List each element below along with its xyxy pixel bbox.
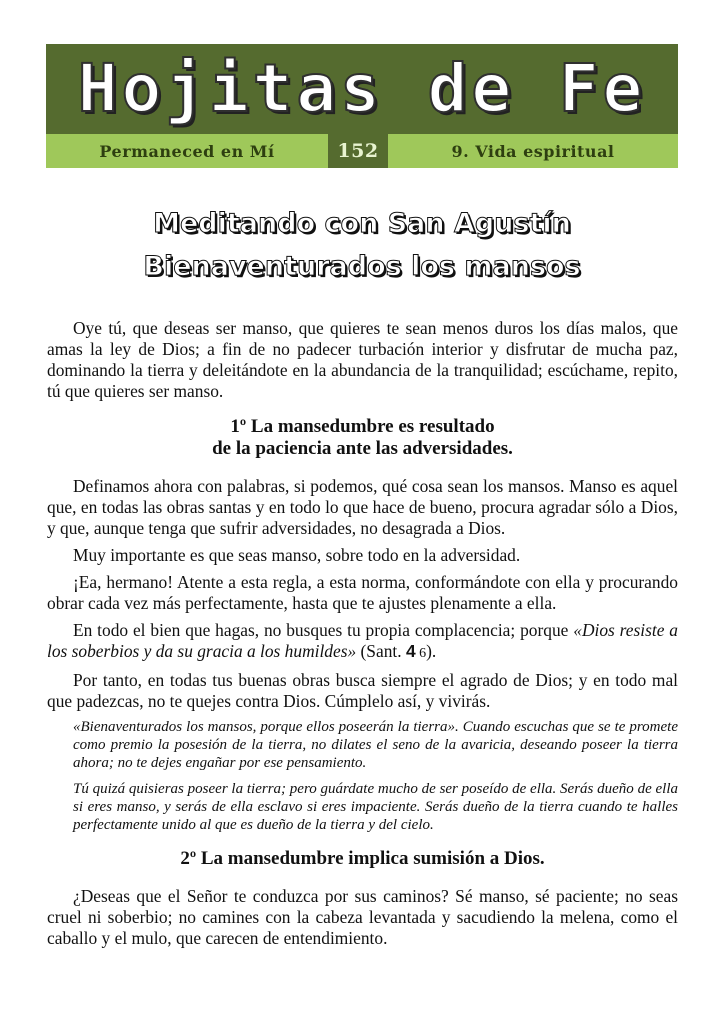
section1-paragraph-2: Muy importante es que seas manso, sobre todo en la adversidad.: [73, 545, 521, 565]
section1-heading-line1: 1º La mansedumbre es resultado: [230, 416, 495, 437]
intro-paragraph: Oye tú, que deseas ser manso, que quieres te sean menos duros los días malos, que amas la ley de Dios; a fin de no padecer turbación interior y disfrutar de mucha paz, dominando la tierra y deleitándote en la abundancia de la tranquilidad; escúchame, repito, tú que quieres ser manso.: [47, 318, 678, 401]
header-banner: [46, 44, 678, 168]
scripture-ref-open: (Sant.: [356, 641, 406, 661]
category-label: 9. Vida espiritual: [451, 141, 615, 161]
publication-title: Hojitas de Fe: [77, 50, 647, 127]
scripture-ref-close: ).: [426, 641, 437, 661]
issue-number: 152: [328, 134, 388, 168]
section1-heading-line2: de la paciencia ante las adversidades.: [212, 438, 513, 459]
paragraph-4-text: En todo el bien que hagas, no busques tu propia complacencia; porque: [73, 620, 574, 640]
italic-quote-2: Tú quizá quisieras poseer la tierra; pero guárdate mucho de ser poseído de ella. Serás dueño de ella si eres manso, y serás de ella esclavo si eres impaciente. Serás dueño de la tierra cuando te halles perfectamente unido al que es dueño de la tierra y del cielo.: [73, 781, 678, 833]
section2-paragraph-1: ¿Deseas que el Señor te conduzca por sus caminos? Sé manso, sé paciente; no seas cruel ni soberbio; no camines con la cabeza levantada y sacudiendo la melena, como el caballo y el mulo, que carecen de entendimiento.: [47, 886, 678, 948]
series-label: Permaneced en Mí: [99, 141, 275, 161]
page-title: Meditando con San Agustín: [153, 208, 571, 239]
page-subtitle: Bienaventurados los mansos: [143, 251, 581, 282]
section1-paragraph-1: Definamos ahora con palabras, si podemos, qué cosa sean los mansos. Manso es aquel que, en todas las obras santas y en todo lo que hace de bueno, procura agradar sólo a Dios, y que, aunque tenga que sufrir adversidades, no desagrada a Dios.: [47, 476, 678, 538]
scripture-ref-verse: 6: [415, 646, 427, 661]
banner-subtitle-bar: [46, 134, 678, 168]
banner-title-bar: [46, 44, 678, 134]
section1-heading: [47, 416, 678, 460]
section1-paragraph-5: Por tanto, en todas tus buenas obras busca siempre el agrado de Dios; y en todo mal que padezcas, no te quejes contra Dios. Cúmplelo así, y vivirás.: [47, 670, 678, 711]
section1-paragraph-3: ¡Ea, hermano! Atente a esta regla, a esta norma, conformándote con ella y procurando obrar cada vez más perfectamente, hasta que te ajustes plenamente a ella.: [47, 572, 678, 613]
scripture-ref-chapter: 4: [405, 641, 416, 661]
section2-heading: 2º La mansedumbre implica sumisión a Dios.: [180, 848, 545, 869]
scripture-quote: «Dios resiste a los soberbios y da su gracia a los humildes»: [47, 620, 678, 661]
italic-quote-1: «Bienaventurados los mansos, porque ellos poseerán la tierra». Cuando escuchas que se te promete como premio la posesión de la tierra, no dilates el seno de la avaricia, deseando poseer la tierra ahora; no te dejes engañar por ese pensamiento.: [73, 719, 678, 771]
article-body: [47, 318, 678, 955]
section1-paragraph-4: [47, 620, 678, 664]
